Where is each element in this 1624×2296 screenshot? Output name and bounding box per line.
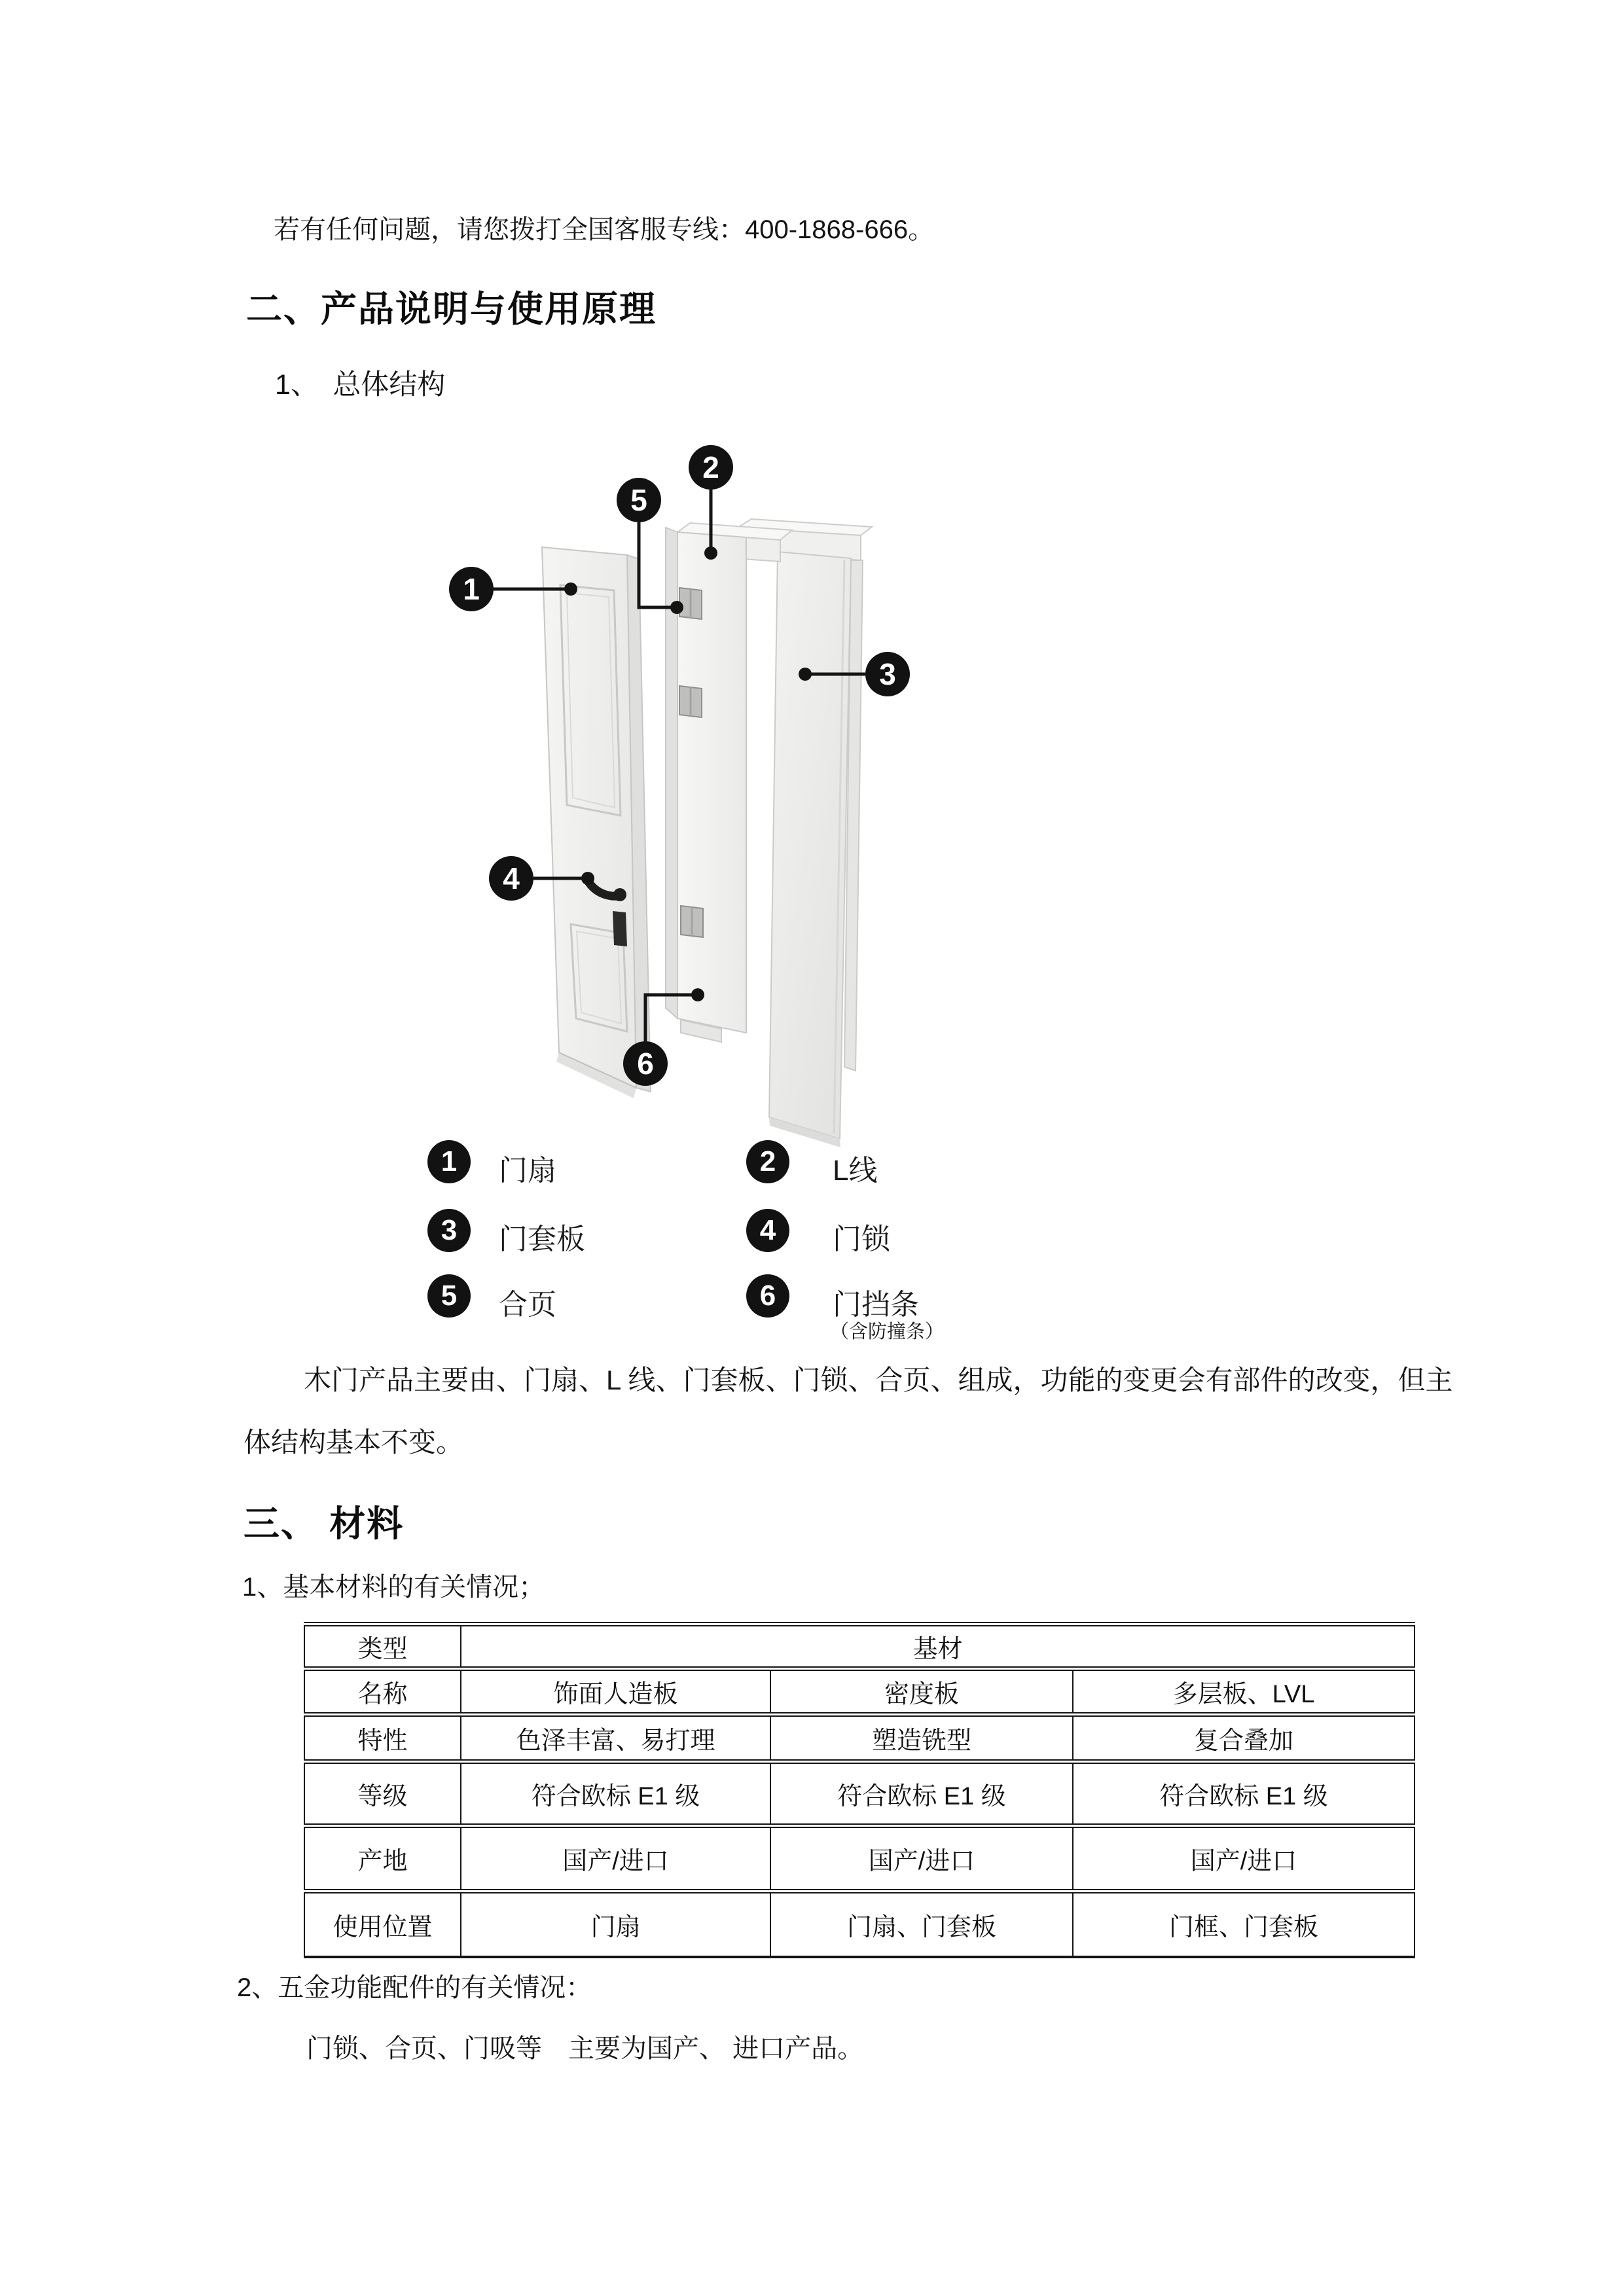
legend-badge-1: 1 (427, 1140, 471, 1183)
table-row (304, 1762, 1415, 1826)
table-cell: 多层板、LVL (1073, 1669, 1415, 1715)
body-paragraph-line-2: 体结构基本不变。 (244, 1427, 464, 1458)
service-hotline-line: 若有任何问题，请您拨打全国客服专线：400-1868-666。 (274, 215, 935, 244)
badge-6-number: 6 (637, 1047, 654, 1081)
hinge-icon (681, 906, 703, 937)
body-paragraph-line-1: 木门产品主要由、门扇、L 线、门套板、门锁、合页、组成，功能的变更会有部件的改变，但主 (304, 1365, 1453, 1395)
legend-badge-2: 2 (746, 1140, 789, 1183)
row-label: 使用位置 (304, 1892, 461, 1957)
table-cell: 国产/进口 (770, 1826, 1073, 1892)
table-cell: 塑造铣型 (770, 1715, 1073, 1762)
table-row (304, 1669, 1415, 1715)
legend-label-l-line: L线 (833, 1155, 878, 1187)
legend-badge-3: 3 (427, 1209, 471, 1252)
row-label: 产地 (304, 1826, 461, 1892)
legend-sublabel-bumper-strip: （含防撞条） (830, 1321, 945, 1342)
row-label: 特性 (304, 1715, 461, 1762)
table-cell: 密度板 (770, 1669, 1073, 1715)
hardware-note-line: 门锁、合页、门吸等 主要为国产、 进口产品。 (306, 2034, 864, 2063)
door-handle-rose (613, 888, 626, 901)
hinge-icon (679, 686, 702, 717)
door-casing-frame (738, 519, 872, 1147)
materials-item-1: 1、基本材料的有关情况； (242, 1573, 545, 1602)
table-cell: 符合欧标 E1 级 (461, 1762, 770, 1826)
table-row (304, 1624, 1415, 1669)
table-cell: 复合叠加 (1073, 1715, 1415, 1762)
badge-5-number: 5 (630, 483, 647, 517)
table-cell: 门扇 (461, 1892, 770, 1957)
row-label: 等级 (304, 1762, 461, 1826)
legend-label-hinge: 合页 (499, 1289, 556, 1321)
hardware-item-2: 2、五金功能配件的有关情况： (237, 1973, 592, 2002)
table-cell: 国产/进口 (461, 1826, 770, 1892)
table-cell: 国产/进口 (1073, 1826, 1415, 1892)
table-header-label: 类型 (304, 1624, 461, 1669)
legend-label-door-stop: 门挡条 (833, 1289, 919, 1321)
table-cell: 门扇、门套板 (770, 1892, 1073, 1957)
legend-badge-6: 6 (746, 1274, 789, 1318)
table-row (304, 1892, 1415, 1957)
badge-3-number: 3 (879, 657, 896, 691)
legend-label-door-leaf: 门扇 (499, 1155, 556, 1187)
table-row (304, 1826, 1415, 1892)
table-cell: 门框、门套板 (1073, 1892, 1415, 1957)
legend-label-lock: 门锁 (833, 1223, 890, 1255)
door-leaf (542, 547, 651, 1098)
table-cell: 符合欧标 E1 级 (1073, 1762, 1415, 1826)
section-2-heading: 二、产品说明与使用原理 (246, 289, 657, 329)
door-front-face (542, 547, 636, 1088)
legend-badge-4: 4 (746, 1209, 789, 1252)
door-lock-plate (613, 911, 627, 946)
legend-badge-5: 5 (427, 1274, 471, 1318)
badge-1-number: 1 (463, 572, 480, 606)
materials-table (304, 1622, 1415, 1958)
legend-label-casing: 门套板 (499, 1223, 585, 1255)
hinge-icon (679, 588, 702, 619)
table-header-value: 基材 (461, 1624, 1415, 1669)
table-cell: 色泽丰富、易打理 (461, 1715, 770, 1762)
badge-4-number: 4 (503, 861, 520, 895)
table-cell: 饰面人造板 (461, 1669, 770, 1715)
subsection-1-heading: 1、 总体结构 (275, 369, 446, 401)
badge-2-number: 2 (702, 450, 719, 484)
table-cell: 符合欧标 E1 级 (770, 1762, 1073, 1826)
door-structure-diagram (380, 419, 969, 1152)
section-3-heading: 三、 材料 (244, 1503, 405, 1544)
table-row (304, 1715, 1415, 1762)
row-label: 名称 (304, 1669, 461, 1715)
